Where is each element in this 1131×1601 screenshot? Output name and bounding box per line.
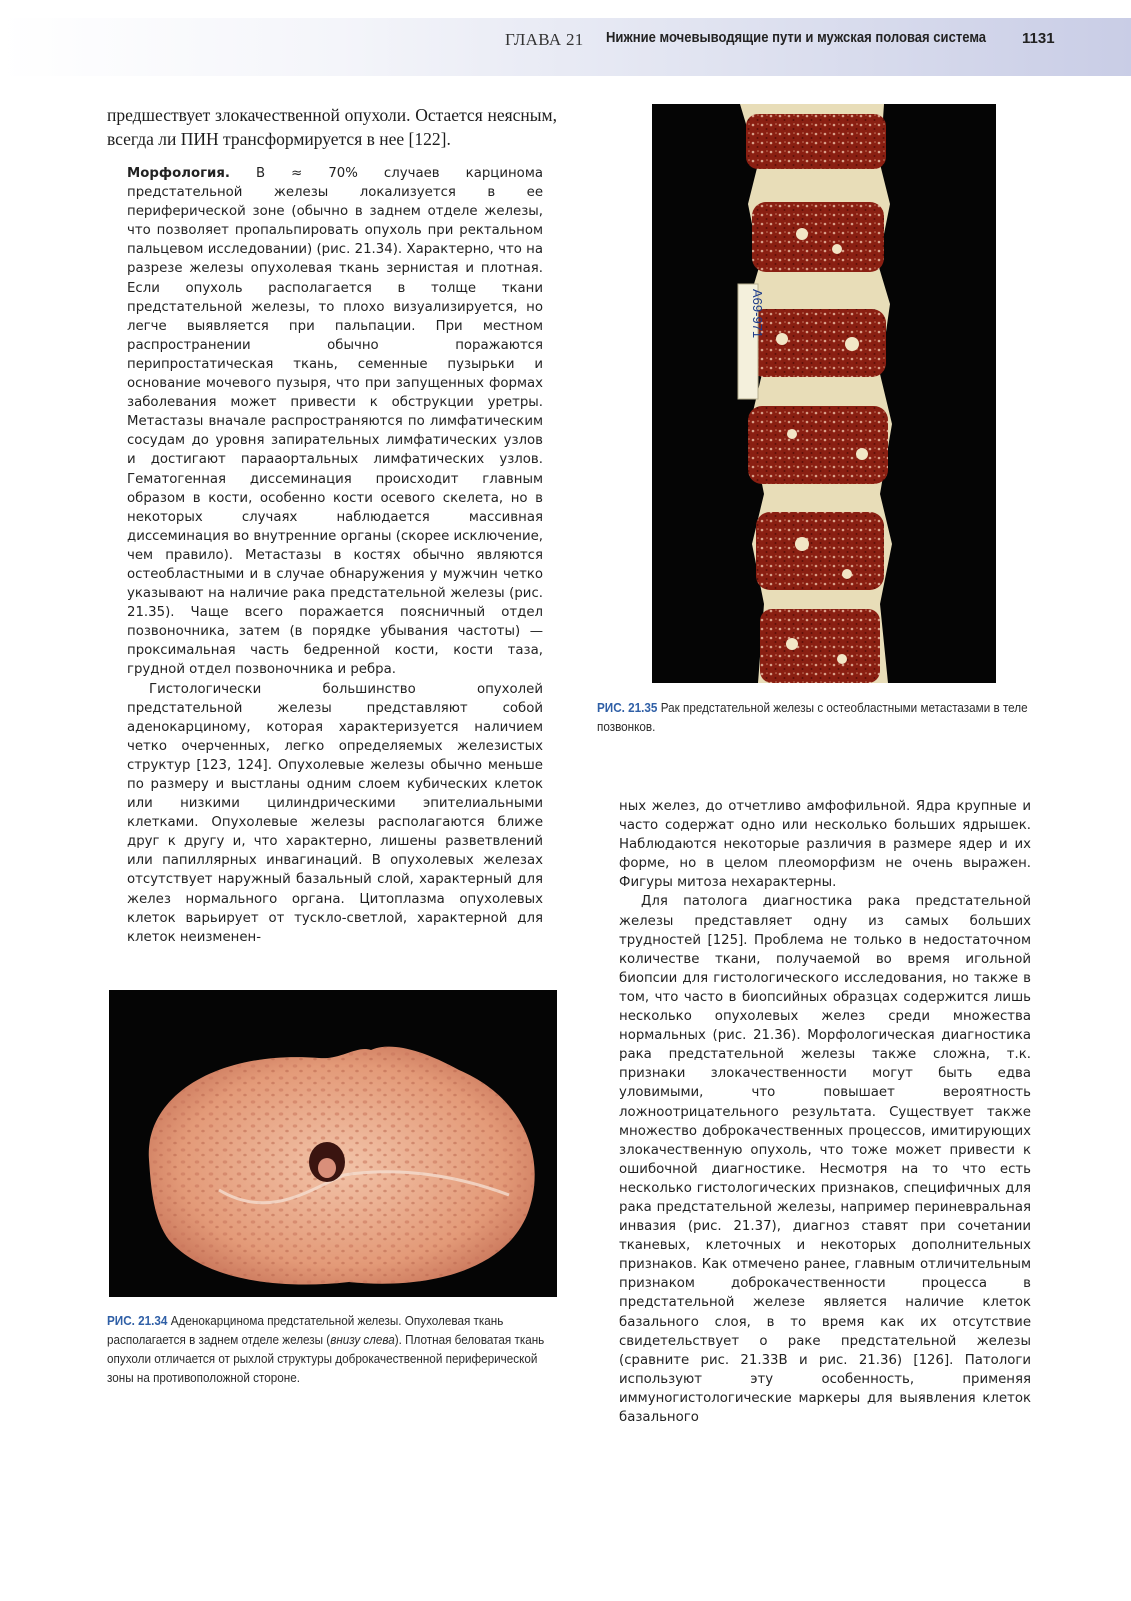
chapter-title: Нижние мочевыводящие пути и мужская половая система	[606, 30, 987, 46]
prostate-section-illustration	[109, 990, 557, 1297]
figure-21-35-label: РИС. 21.35	[597, 700, 658, 715]
figure-21-34-caption-italic: внизу слева	[330, 1332, 395, 1347]
morphology-paragraph	[127, 164, 543, 680]
figure-21-34-photo	[109, 990, 557, 1297]
figure-21-34-caption	[107, 1311, 557, 1387]
morphology-text: В ≈ 70% случаев карцинома предстательной железы локализуется в ее периферической зоне (обычно в заднем отделе железы, что позволяет пропальпировать опухоль при ректальном пальцевом исследовании) (рис. 21.34). Характерно, что на разрезе железы опухолевая ткань зернистая и плотная. Если опухоль располагается в толще ткани предстательной железы, то плохо визуализируется, но легче выявляется при пальпации. При местном распространении обычно поражаются перипростатическая ткань, семенные пузырьки и основание мочевого пузыря, что при запущенных формах заболевания может привести к обструкции уретры. Метастазы вначале распространяются по лимфатическим сосудам до уровня запирательных лимфатических узлов и достигают парааортальных лимфатических узлов. Гематогенная диссеминация происходит главным образом в кости, особенно кости осевого скелета, но в некоторых случаях наблюдается массивная диссеминация во внутренние органы (скорее исключение, чем правило). Метастазы в костях обычно являются остеобластными и в случае обнаружения у мужчин четко указывают на наличие рака предстательной железы (рис. 21.35). Чаще всего поражается поясничный отдел позвоночника, затем (в порядке убывания частоты) — проксимальная часть бедренной кости, кости таза, грудной отдел позвоночника и ребра.	[127, 166, 543, 678]
chapter-label: ГЛАВА 21	[505, 30, 584, 49]
right-text-column	[619, 797, 1031, 1427]
section-heading-morphology: Морфология.	[127, 166, 230, 181]
left-text-column	[127, 164, 543, 947]
figure-21-35-caption-text: Рак предстательной железы с остеобластными метастазами в теле позвонков.	[597, 700, 1028, 734]
figure-21-34-caption-text: Аденокарцинома предстательной железы. Опухолевая ткань располагается в заднем отделе железы (	[107, 1313, 504, 1347]
lead-paragraph: предшествует злокачественной опухоли. Остается неясным, всегда ли ПИН трансформируется в нее [122].	[107, 105, 557, 149]
histology-paragraph: Гистологически большинство опухолей предстательной железы представляют собой аденокарциному, которая характеризуется наличием четко очерченных, легко определяемых железистых структур [123, 124]. Опухолевые железы обычно меньше по размеру и выстланы одним слоем кубических клеток или низкими цилиндрическими эпителиальными клетками. Опухолевые железы располагаются ближе друг к другу и, что характерно, лишены разветвлений или папиллярных инвагинаций. В опухолевых железах отсутствует наружный базальный слой, характерный для желез нормального органа. Цитоплазма опухолевых клеток варьирует от тускло-светлой, характерной для клеток неизменен-	[127, 681, 543, 945]
figure-21-35-photo	[652, 104, 996, 683]
vertebrae-illustration	[652, 104, 996, 683]
figure-21-35-caption	[597, 698, 1047, 736]
diagnosis-paragraph: Для патолога диагностика рака предстательной железы представляет одну из самых больших трудностей [125]. Проблема не только в недостаточном количестве ткани, получаемой во время игольной биопсии для гистологического исследования, но также в том, что часто в биопсийных образцах содержится лишь несколько опухолевых желез среди множества нормальных (рис. 21.36). Морфологическая диагностика рака предстательной железы также сложна, т.к. признаки злокачественности могут быть едва уловимыми, что повышает вероятность ложноотрицательного результата. Существует также множество доброкачественных процессов, имитирующих злокачественную опухоль, что тоже может привести к ошибочной диагностике. Несмотря на то что есть несколько гистологических признаков, специфичных для рака предстательной железы, например периневральная инвазия (рис. 21.37), диагноз ставят при сочетании тканевых, клеточных и некоторых дополнительных признаков. Как отмечено ранее, главным отличительным признаком доброкачественности процесса в предстательной железе является наличие клеток базального слоя, в то время как их отсутствие свидетельствует о раке предстательной железы (сравните рис. 21.33В и рис. 21.36) [126]. Патологи используют эту особенность, применяя иммуногистологические маркеры для выявления клеток базального	[619, 894, 1031, 1425]
specimen-tag: A69-971	[750, 289, 765, 339]
figure-21-34-caption-text-end: ). Плотная беловатая ткань опухоли отличается от рыхлой структуры доброкачественной периферической зоны на противоположной стороне.	[107, 1332, 545, 1385]
page-number: 1131	[1022, 30, 1055, 47]
cytology-paragraph: ных желез, до отчетливо амфофильной. Ядра крупные и часто содержат одно или несколько больших ядрышек. Наблюдаются некоторые различия в размере ядер и их форме, но в целом плеоморфизм не очень выражен. Фигуры митоза нехарактерны.	[619, 799, 1031, 891]
figure-21-34-label: РИС. 21.34	[107, 1313, 168, 1328]
